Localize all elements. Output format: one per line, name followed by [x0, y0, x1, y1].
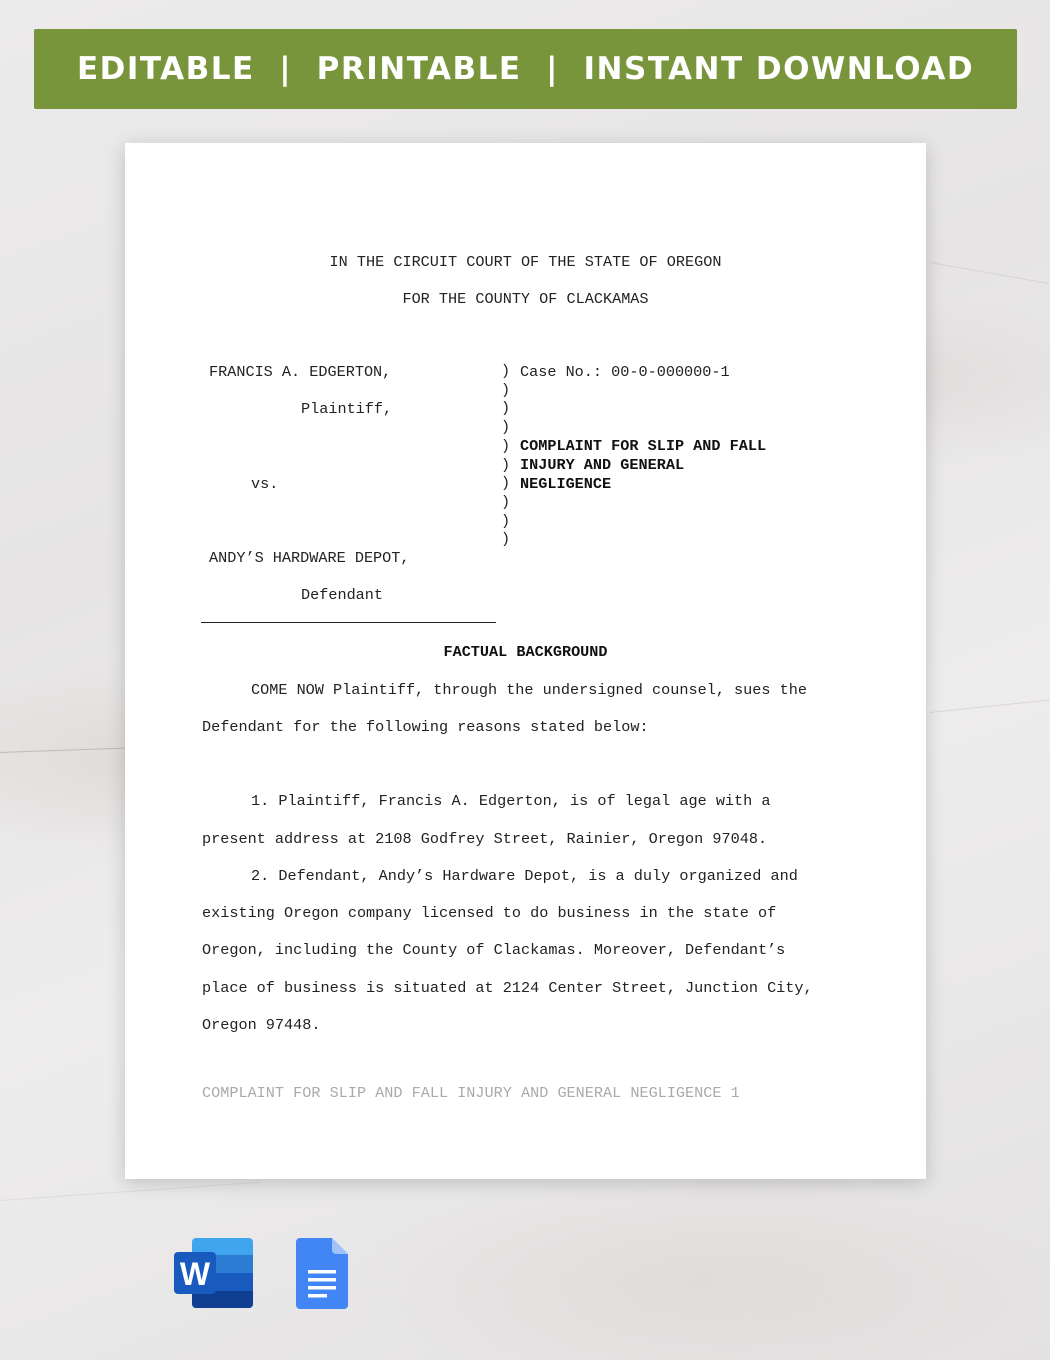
caption-parentheses: ) ) ) ) ) ) ) ) ) )	[501, 362, 511, 549]
versus-label: vs.	[251, 475, 279, 493]
court-heading-line1: IN THE CIRCUIT COURT OF THE STATE OF OREGON	[329, 253, 722, 271]
document-page	[125, 143, 926, 1179]
paragraph1-line2: present address at 2108 Godfrey Street, Rainier, Oregon 97048.	[202, 830, 768, 848]
promo-banner	[34, 29, 1017, 109]
paragraph2-line5: Oregon 97448.	[202, 1016, 321, 1034]
paragraph1-line1: 1. Plaintiff, Francis A. Edgerton, is of legal age with a	[251, 792, 771, 810]
intro-line1: COME NOW Plaintiff, through the undersigned counsel, sues the	[251, 681, 807, 699]
section-heading: FACTUAL BACKGROUND	[443, 643, 608, 661]
caption-divider	[201, 622, 496, 623]
paragraph2-line2: existing Oregon company licensed to do business in the state of	[202, 904, 777, 922]
defendant-name: ANDY’S HARDWARE DEPOT,	[209, 549, 410, 567]
defendant-role: Defendant	[301, 586, 384, 604]
plaintiff-name: FRANCIS A. EDGERTON,	[209, 363, 392, 381]
microsoft-word-icon[interactable]	[174, 1238, 254, 1308]
paragraph2-line4: place of business is situated at 2124 Center Street, Junction City,	[202, 979, 813, 997]
complaint-title-line3: NEGLIGENCE	[520, 475, 612, 493]
complaint-title-line2: INJURY AND GENERAL	[520, 456, 685, 474]
page-footer: COMPLAINT FOR SLIP AND FALL INJURY AND GENERAL NEGLIGENCE 1	[202, 1084, 740, 1102]
promo-banner-text: EDITABLE | PRINTABLE | INSTANT DOWNLOAD	[76, 51, 975, 87]
google-docs-icon[interactable]	[296, 1238, 348, 1309]
plaintiff-role: Plaintiff,	[301, 400, 393, 418]
intro-line2: Defendant for the following reasons stated below:	[202, 718, 649, 736]
word-icon-letter: W	[179, 1256, 211, 1292]
court-heading-line2: FOR THE COUNTY OF CLACKAMAS	[402, 290, 649, 308]
paragraph2-line1: 2. Defendant, Andy’s Hardware Depot, is a duly organized and	[251, 867, 798, 885]
complaint-title-line1: COMPLAINT FOR SLIP AND FALL	[520, 437, 767, 455]
case-number: Case No.: 00-0-000000-1	[520, 363, 730, 381]
paragraph2-line3: Oregon, including the County of Clackamas. Moreover, Defendant’s	[202, 941, 786, 959]
